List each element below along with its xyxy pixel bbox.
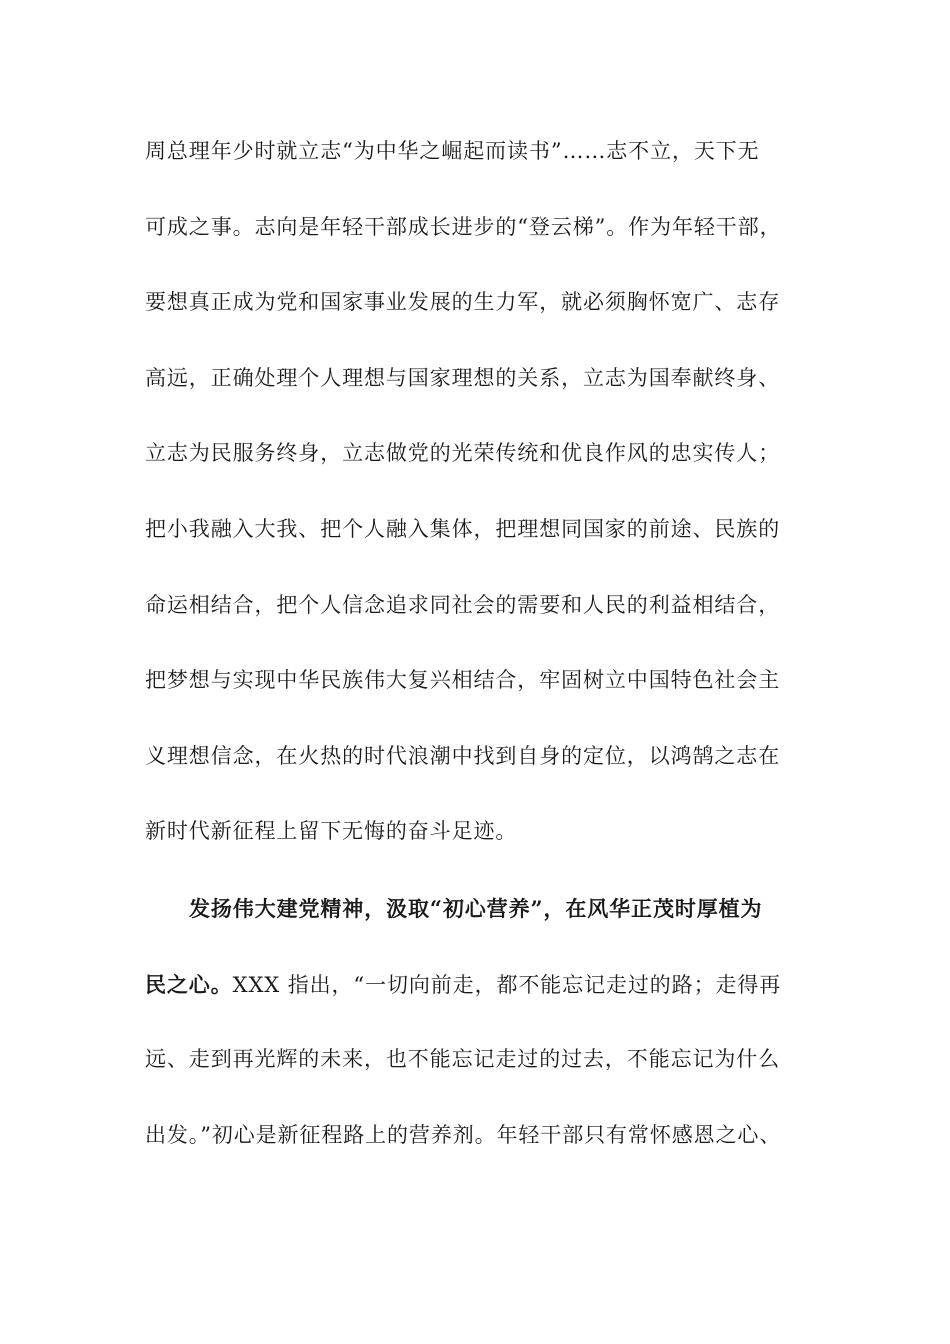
paragraph-1-line: 义理想信念，在火热的时代浪潮中找到自身的定位，以鸿鹄之志在: [145, 743, 781, 768]
paragraph-1-line: 命运相结合，把个人信念追求同社会的需要和人民的利益相结合，: [145, 592, 781, 617]
paragraph-1-line: 把梦想与实现中华民族伟大复兴相结合，牢固树立中国特色社会主: [145, 668, 781, 693]
paragraph-1-line: 立志为民服务终身，立志做党的光荣传统和优良作风的忠实传人；: [145, 441, 781, 466]
paragraph-1: [145, 114, 805, 870]
paragraph-2-line: 出发。”初心是新征程路上的营养剂。年轻干部只有常怀感恩之心、: [145, 1122, 782, 1147]
paragraph-2-line: 远、走到再光辉的未来，也不能忘记走过的过去，不能忘记为什么: [145, 1047, 781, 1072]
paragraph-1-line: 可成之事。志向是年轻干部成长进步的“登云梯”。作为年轻干部，: [145, 214, 782, 239]
paragraph-2: [145, 871, 805, 1173]
paragraph-2-line: [145, 947, 805, 1023]
quote-intro: XXX 指出，“一切向前走，都不能忘记走过的路；走得再: [232, 972, 782, 997]
paragraph-1-line: 要想真正成为党和国家事业发展的生力军，就必须胸怀宽广、志存: [145, 290, 781, 315]
paragraph-1-line: 把小我融入大我、把个人融入集体，把理想同国家的前途、民族的: [145, 516, 781, 541]
section-heading: 发扬伟大建党精神，汲取“初心营养”，在风华正茂时厚植为: [189, 896, 763, 921]
paragraph-1-line: 周总理年少时就立志“为中华之崛起而读书”……志不立，天下无: [145, 139, 760, 163]
paragraph-1-line: 高远，正确处理个人理想与国家理想的关系，立志为国奉献终身、: [145, 365, 781, 390]
paragraph-1-line: 新时代新征程上留下无悔的奋斗足迹。: [145, 819, 518, 844]
section-heading-end: 民之心。: [145, 971, 233, 997]
